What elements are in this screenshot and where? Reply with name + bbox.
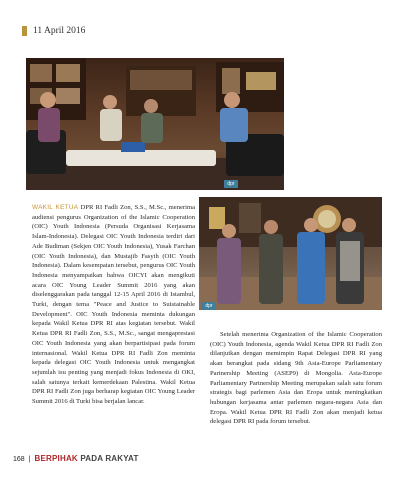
photo-badge: dpr	[202, 302, 216, 310]
footer-separator: |	[28, 456, 31, 463]
page-footer	[13, 454, 139, 463]
meeting-illustration	[26, 58, 284, 190]
date-marker	[22, 26, 27, 36]
publication-rest: PADA RAKYAT	[77, 454, 139, 463]
article-right-column: Setelah menerima Organization of the Islamic Cooperation (OIC) Youth Indonesia, agenda Wakil Ketua DPR RI Fadli Zon dilanjutkan dengan memimpin Rapat Delegasi DPR RI yang akan berangkat pada sidang 9th Asia-Europe Parliamentary Partnership Meeting (ASEP9) di Mongolia. Asia-Europe Parliamentary Partnership Meeting merupakan salah satu forum strategis bagi parlemen Asia dan Eropa untuk meningkatkan hubungan kerjasama antar parlemen negara-negara Asia dan Eropa. Wakil Ketua DPR RI Fadli Zon akan menjadi ketua delegasi DPR RI pada forum tersebut.	[210, 331, 382, 426]
group-illustration	[199, 197, 382, 310]
group-photo	[199, 197, 382, 310]
meeting-photo	[26, 58, 284, 190]
article-lead: WAKIL KETUA	[32, 204, 79, 211]
publication-bold: BERPIHAK	[34, 454, 78, 463]
publication-name	[35, 454, 139, 463]
article-left-column	[32, 203, 195, 407]
date-text: 11 April 2016	[33, 26, 86, 36]
page-number: 168	[13, 456, 25, 463]
photo-badge: dpr	[224, 180, 238, 188]
date-header	[22, 26, 85, 36]
article-left-text: DPR RI Fadli Zon, S.S., M.Sc., menerima audiensi pengurus Organization of the Islamic Cooperation (OIC) Youth Indonesia (Persuda Organisasi Kerjasama Islam-Indonesia). Delegasi OIC Youth Indonesia terdiri dari Ade Budiman (Sekjen OIC Youth Indonesia), Yusak Farchan (OIC Youth Indonesia), dan Mustajib Fasyih (OIC Youth Indonesia). Dalam kesempatan tersebut, pengurus OIC Youth Indonesia menyampaikan bahwa OICYI akan mengikuti acara OIC Young Leader Summit 2016 yang akan diselenggarakan pada tanggal 12-15 April 2016 di Istambul, Turki, dengan tema "Peace and Justice to Suistainable Development". OIC Youth Indonesia meminta dukungan kepada Wakil Ketua DPR RI atas kegiatan tersebut. Wakil Ketua DPR RI Fadli Zon, S.S., M.Sc., sangat mengapresiasi OIC Youth Indonesia yang akan berpartisipasi pada forum internasional. Wakil Ketua DPR RI Fadli Zon meminta kepada delegasi OIC Youth Indonesia untuk mengangkat sejumlah isu penting yang menjadi fokus Indonesia di OKI, salah satunya terkait kemerdekaan Palestina. Wakil Ketua DPR RI Fadli Zon juga berharap kegiatan OIC Young Leader Summit 2016 di Turki bisa berjalan lancar.	[32, 204, 195, 406]
